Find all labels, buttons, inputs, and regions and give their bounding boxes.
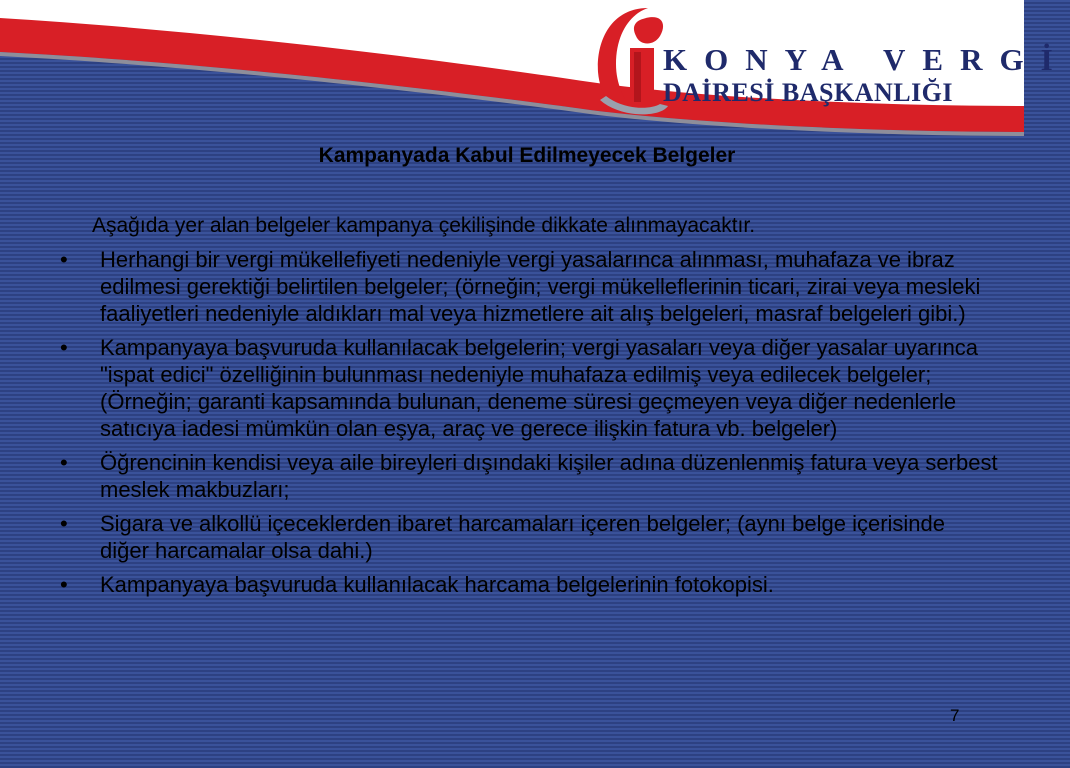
- bullet-text: Kampanyaya başvuruda kullanılacak belgelerin; vergi yasaları veya diğer yasalar uyarınca "ispat edici" özelliğinin bulunması nedeniyle muhafaza edilmiş veya edilecek belgeler; (Örneğin; garanti kapsamında bulunan, deneme süresi geçmeyen veya diğer nedenlerle satıcıya iadesi mümkün olan eşya, araç ve gerece ilişkin fatura vb. belgeler): [100, 335, 979, 441]
- intro-text: Aşağıda yer alan belgeler kampanya çekilişinde dikkate alınmayacaktır.: [92, 214, 756, 237]
- bullet-item: [0, 571, 1000, 598]
- bullet-icon: •: [60, 450, 68, 475]
- bullet-item: [0, 334, 1000, 442]
- bullet-text: Kampanyaya başvuruda kullanılacak harcama belgelerinin fotokopisi.: [100, 572, 774, 597]
- bullet-text: Öğrencinin kendisi veya aile bireyleri dışındaki kişiler adına düzenlenmiş fatura veya serbest meslek makbuzları;: [100, 450, 998, 502]
- logo-text-konya-vergi: KONYA VERGİ: [663, 42, 1070, 77]
- bullet-text: Sigara ve alkollü içeceklerden ibaret harcamaları içeren belgeler; (aynı belge içerisinde diğer harcamalar olsa dahi.): [100, 511, 946, 563]
- bullet-item: [0, 449, 1000, 503]
- page-number: 7: [950, 706, 960, 725]
- bullet-text: Herhangi bir vergi mükellefiyeti nedeniyle vergi yasalarınca alınması, muhafaza ve ibraz edilmesi gerektiği belirtilen belgeler; (örneğin; vergi mükelleflerinin ticari, zirai veya mesleki faaliyetleri nedeniyle aldıkları mal veya hizmetlere ait alış belgeleri, masraf belgeleri gibi.): [100, 247, 981, 326]
- bullet-item: [0, 246, 1000, 327]
- bullet-icon: •: [60, 335, 68, 360]
- bullet-list: [0, 246, 1000, 605]
- bullet-icon: •: [60, 572, 68, 597]
- logo-text-dairesi-baskanligi: DAİRESİ BAŞKANLIĞI: [663, 78, 954, 107]
- slide-title: Kampanyada Kabul Edilmeyecek Belgeler: [318, 144, 736, 167]
- bullet-icon: •: [60, 511, 68, 536]
- bullet-icon: •: [60, 247, 68, 272]
- bullet-item: [0, 510, 1000, 564]
